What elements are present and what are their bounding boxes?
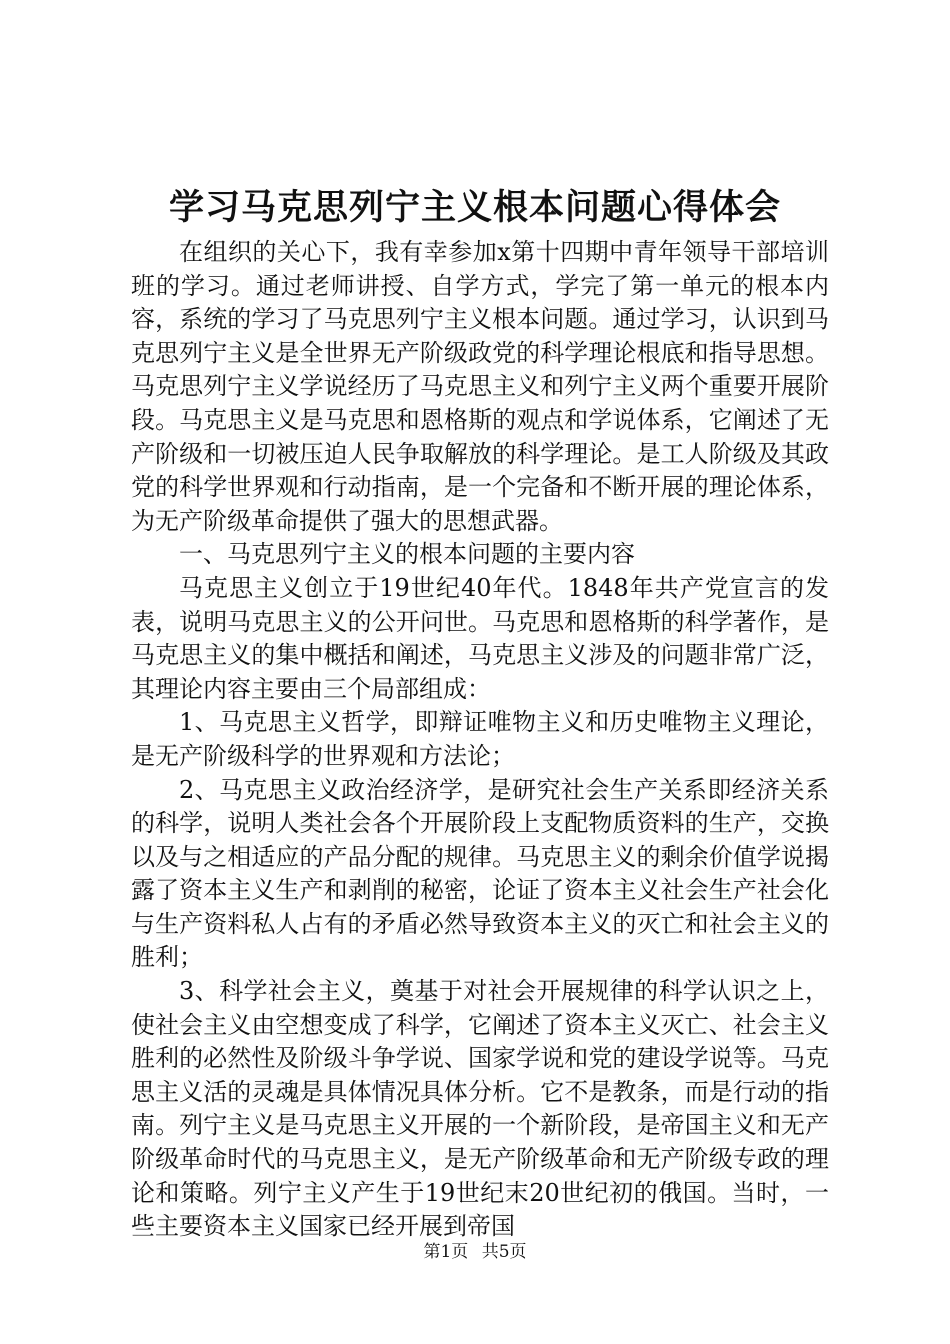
page-footer xyxy=(0,1240,950,1264)
document-body xyxy=(131,236,829,1244)
section-heading: 一、马克思列宁主义的根本问题的主要内容 xyxy=(179,540,635,569)
page-total: 共5页 xyxy=(481,1242,527,1262)
paragraph-item-3: 3、科学社会主义，奠基于对社会开展规律的科学认识之上，使社会主义由空想变成了科学，它阐述了资本主义灭亡、社会主义胜利的必然性及阶级斗争学说、国家学说和党的建设学说等。马克思主义活的灵魂是具体情况具体分析。它不是教条，而是行动的指南。列宁主义是马克思主义开展的一个新阶段，是帝国主义和无产阶级革命时代的马克思主义，是无产阶级革命和无产阶级专政的理论和策略。列宁主义产生于19世纪末20世纪初的俄国。当时，一些主要资本主义国家已经开展到帝国 xyxy=(131,977,829,1241)
paragraph-origin: 马克思主义创立于19世纪40年代。1848年共产党宣言的发表，说明马克思主义的公开问世。马克思和恩格斯的科学著作，是马克思主义的集中概括和阐述，马克思主义涉及的问题非常广泛，其理论内容主要由三个局部组成： xyxy=(131,573,829,703)
paragraph-item-2: 2、马克思主义政治经济学，是研究社会生产关系即经济关系的科学，说明人类社会各个开展阶段上支配物质资料的生产，交换以及与之相适应的产品分配的规律。马克思主义的剩余价值学说揭露了资本主义生产和剥削的秘密，论证了资本主义社会生产社会化与生产资料私人占有的矛盾必然导致资本主义的灭亡和社会主义的胜利； xyxy=(131,775,829,972)
page-number: 第1页 xyxy=(423,1242,469,1262)
paragraph-item-1: 1、马克思主义哲学，即辩证唯物主义和历史唯物主义理论，是无产阶级科学的世界观和方法论； xyxy=(131,708,829,770)
document-title: 学习马克思列宁主义根本问题心得体会 xyxy=(168,187,781,228)
paragraph-intro: 在组织的关心下，我有幸参加x第十四期中青年领导干部培训班的学习。通过老师讲授、自学方式，学完了第一单元的根本内容，系统的学习了马克思列宁主义根本问题。通过学习，认识到马克思列宁主义是全世界无产阶级政党的科学理论根底和指导思想。马克思列宁主义学说经历了马克思主义和列宁主义两个重要开展阶段。马克思主义是马克思和恩格斯的观点和学说体系，它阐述了无产阶级和一切被压迫人民争取解放的科学理论。是工人阶级及其政党的科学世界观和行动指南，是一个完备和不断开展的理论体系，为无产阶级革命提供了强大的思想武器。 xyxy=(131,238,829,535)
